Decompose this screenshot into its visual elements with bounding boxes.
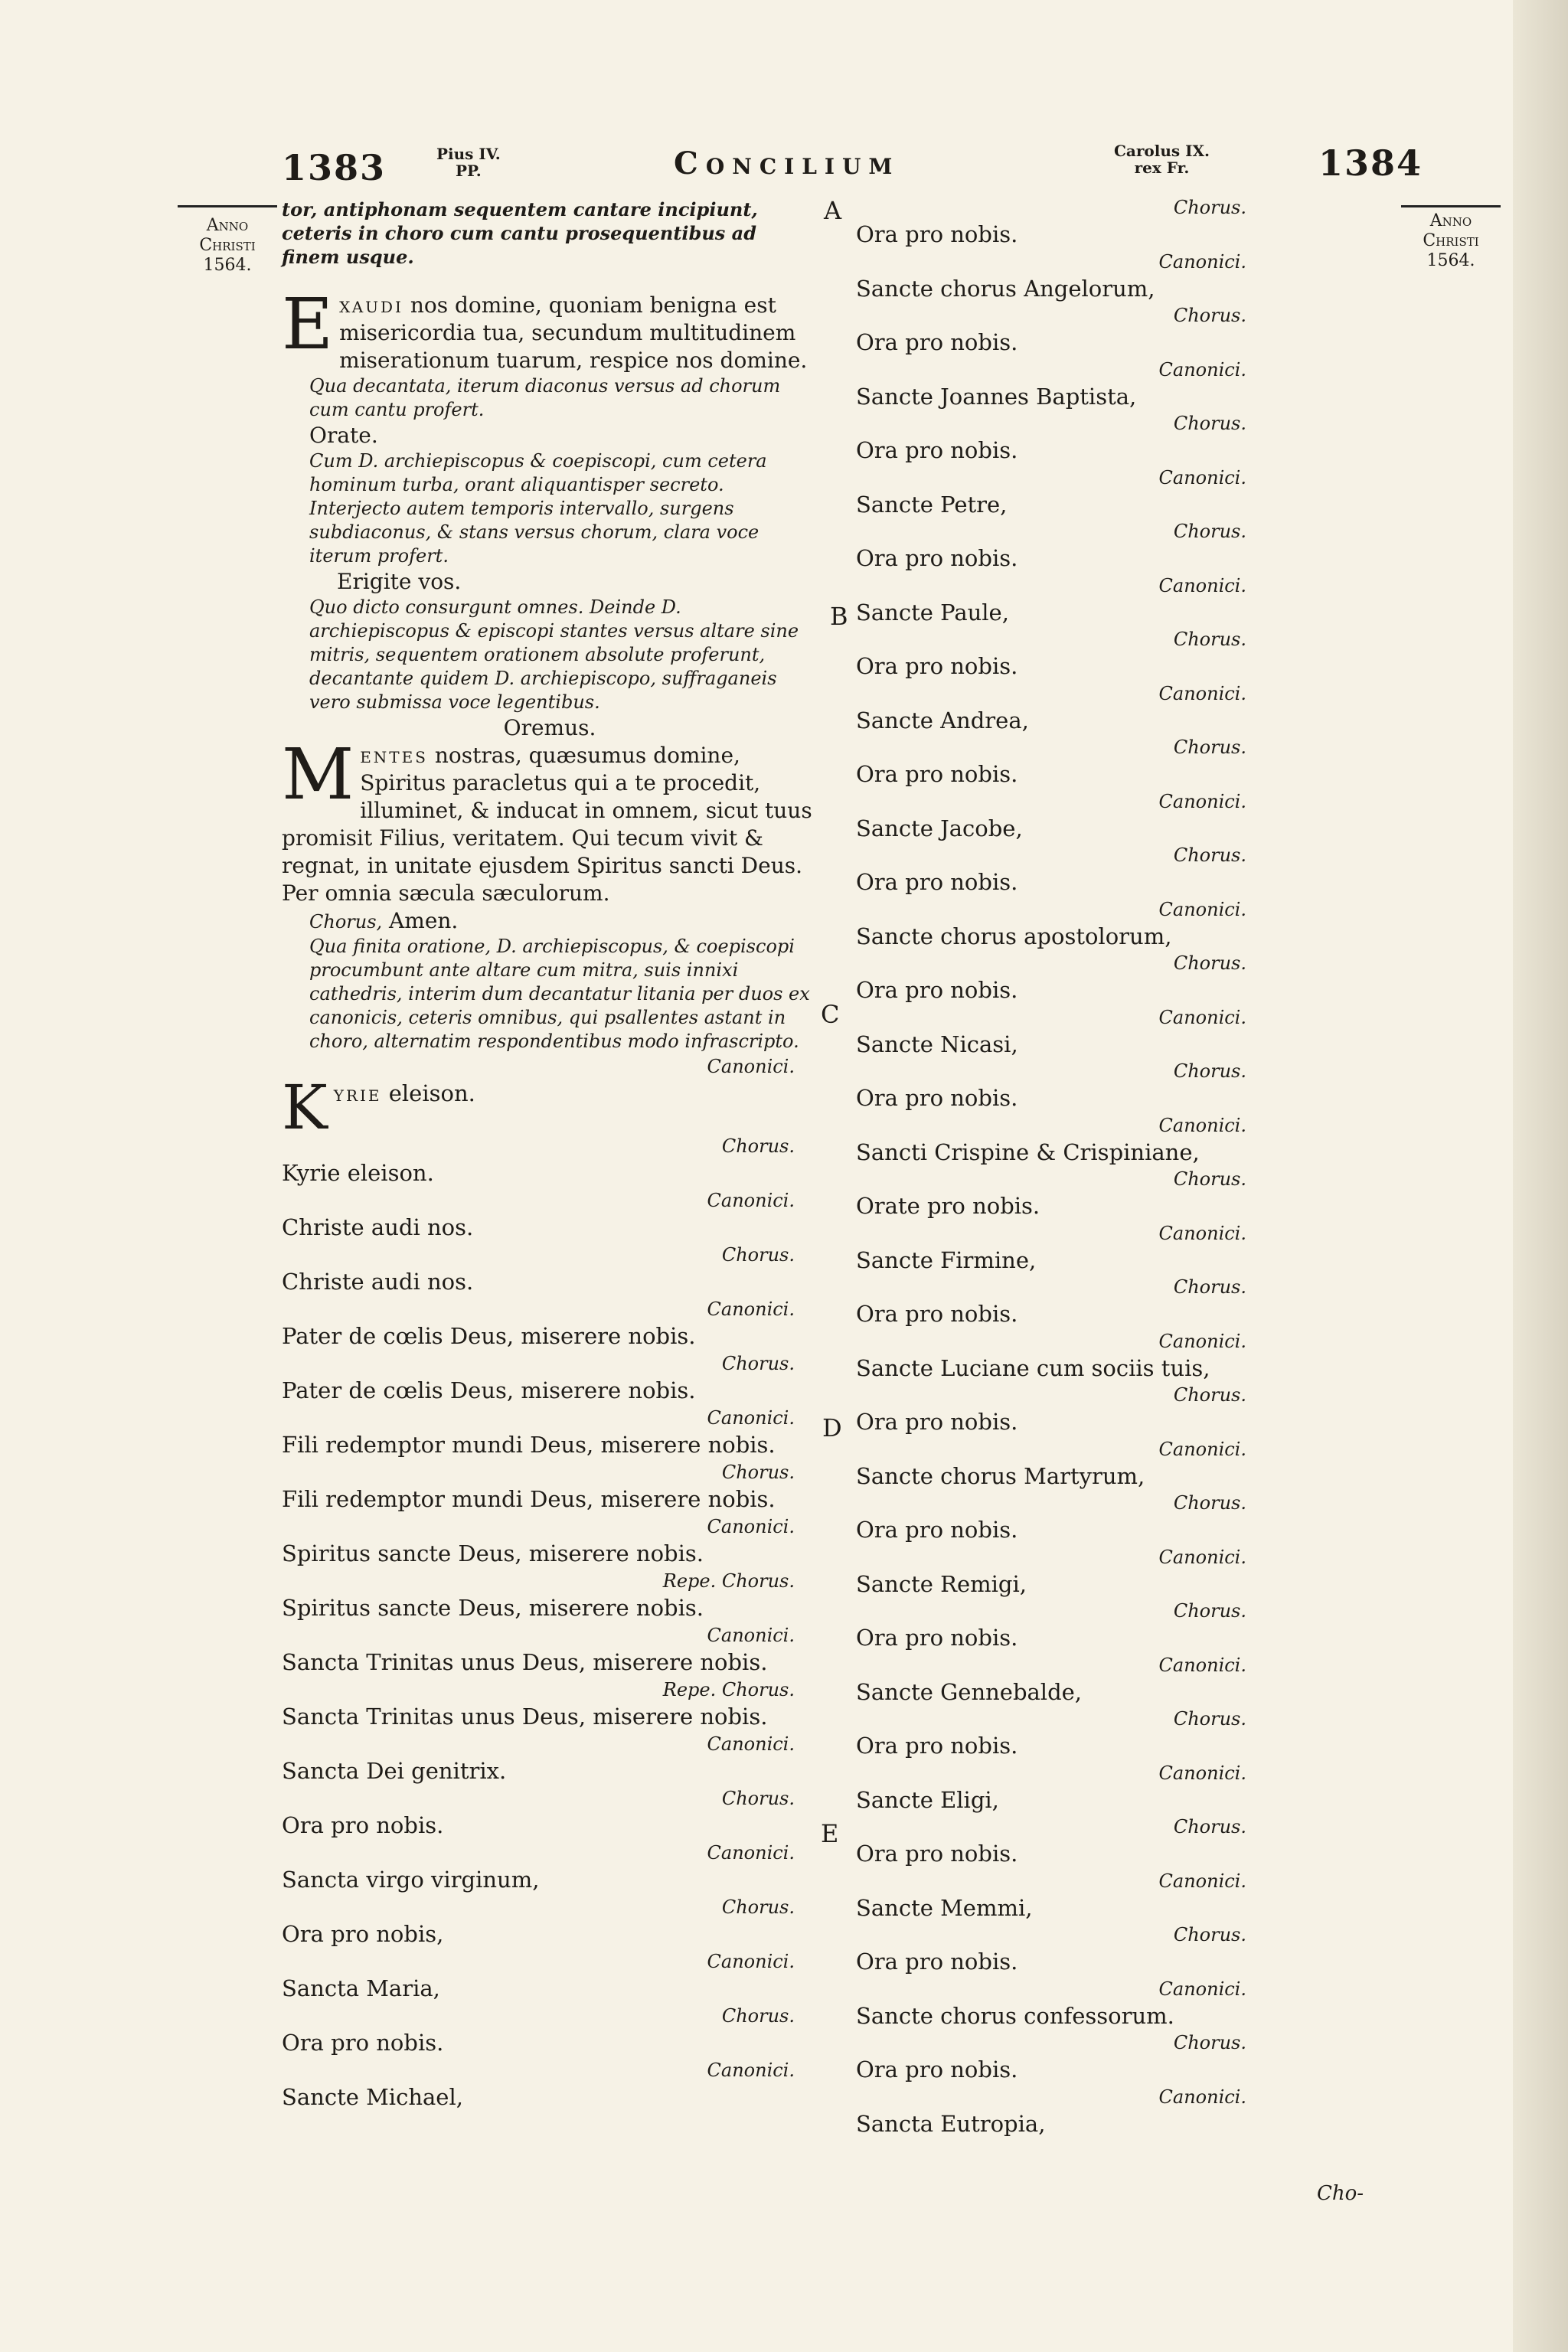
rubric-2: Qua decantata, iterum diaconus versus ad chorum cum cantu profert. <box>309 375 781 420</box>
litany-line: Ora pro nobis. <box>856 2056 1018 2082</box>
king-heading <box>1114 142 1210 176</box>
litany-line: Ora pro nobis. <box>856 1841 1018 1867</box>
respondent-label: Canonici. <box>1158 250 1246 273</box>
litany-line: Spiritus sancte Deus, miserere nobis. <box>282 1540 704 1566</box>
respondent-label: Canonici. <box>1158 1870 1246 1892</box>
mentes-prayer <box>282 733 818 907</box>
respondent-label: Canonici. <box>707 1733 795 1755</box>
respondent-label: Chorus. <box>1173 197 1246 218</box>
margin-rule-right <box>1401 205 1501 207</box>
litany-line: Spiritus sancte Deus, miserere nobis. <box>282 1595 704 1621</box>
respondent-label: Chorus. <box>1173 844 1246 866</box>
litany-line: Sancte Nicasi, <box>856 1031 1018 1057</box>
respondent-label: Canonici. <box>1158 790 1246 812</box>
litany-line: Sancta virgo virginum, <box>282 1867 540 1893</box>
chorus-label: Chorus, <box>309 911 383 933</box>
litany-line: Ora pro nobis. <box>856 653 1018 679</box>
respondent-label: Chorus. <box>721 1462 795 1483</box>
litany-line: Pater de cœlis Deus, miserere nobis. <box>282 1323 696 1349</box>
litany-line: Ora pro nobis. <box>856 761 1018 787</box>
litany-line: Ora pro nobis. <box>856 1949 1018 1975</box>
exaudi-prayer <box>282 283 818 374</box>
litany-line: Sancti Crispine & Crispiniane, <box>856 1138 1200 1165</box>
litany-line: Fili redemptor mundi Deus, miserere nobis. <box>282 1432 776 1458</box>
litany-line: Sancte Memmi, <box>856 1894 1033 1921</box>
litany-line: Sancte Paule, <box>856 599 1009 626</box>
margin-note-right <box>1401 211 1501 271</box>
smallcaps-word: yrie <box>333 1080 382 1106</box>
respondent-label: Canonici. <box>707 1298 795 1320</box>
respondent-label: Chorus. <box>1173 952 1246 974</box>
margin-line: Anno <box>1429 211 1472 230</box>
respondent-label: Chorus. <box>1173 1276 1246 1298</box>
litany-line: Ora pro nobis, <box>282 1921 444 1947</box>
litany-line: Sancte Joannes Baptista, <box>856 383 1137 410</box>
litany-line: Sancta Trinitas unus Deus, miserere nobis. <box>282 1704 768 1730</box>
respondent-label: Canonici. <box>1158 2086 1246 2108</box>
smallcaps-word: entes <box>360 743 428 768</box>
litany-line: Sancte chorus Angelorum, <box>856 275 1155 302</box>
left-column <box>282 198 818 2112</box>
respondent-label: Chorus. <box>1173 1384 1246 1406</box>
litany-line: Kyrie eleison. <box>282 1160 434 1186</box>
respondent-label: Chorus. <box>721 1896 795 1918</box>
litany-line: Christe audi nos. <box>282 1214 474 1240</box>
respondent-label: Canonici. <box>707 1516 795 1537</box>
litany-line: Sancta Dei genitrix. <box>282 1758 507 1784</box>
litany-line: Sancte Petre, <box>856 491 1008 518</box>
section-marker-a: A <box>824 196 842 225</box>
respondent-label: Chorus. <box>1173 305 1246 326</box>
litany-line: Ora pro nobis. <box>856 1625 1018 1651</box>
litany-line: Sancte Michael, <box>282 2084 463 2110</box>
right-column <box>856 194 1269 2138</box>
respondent-label: Chorus. <box>1173 1816 1246 1838</box>
litany-line: Sancta Maria, <box>282 1975 440 2001</box>
respondent-label: Repe. Chorus. <box>662 1679 795 1700</box>
respondent-label: Canonici. <box>707 1625 795 1646</box>
running-title: Concilium <box>674 145 900 181</box>
section-marker-c: C <box>821 1000 840 1029</box>
opening-rubric: tor, antiphonam sequentem cantare incipiunt, ceteris in choro cum cantu prosequentibus ad finem usque. <box>282 198 758 268</box>
respondent-label: Chorus. <box>1173 737 1246 758</box>
respondent-label: Repe. Chorus. <box>662 1570 795 1592</box>
margin-rule-left <box>178 205 277 207</box>
amen-line <box>282 907 818 935</box>
margin-line: Christi <box>199 236 256 255</box>
litany-line: Ora pro nobis. <box>856 221 1018 247</box>
litany-line: Ora pro nobis. <box>856 1733 1018 1759</box>
litany-line: Ora pro nobis. <box>856 329 1018 355</box>
respondent-label: Chorus. <box>721 1788 795 1809</box>
litany-line: Sancte chorus apostolorum, <box>856 923 1172 949</box>
respondent-label: Canonici. <box>1158 1654 1246 1676</box>
section-marker-b: B <box>830 602 848 631</box>
respondent-label: Chorus. <box>1173 1168 1246 1190</box>
rubric-3: Cum D. archiepiscopus & coepiscopi, cum cetera hominum turba, orant aliquantisper secreto. Interjecto autem temporis intervallo, surgens subdiaconus, & stans versus chorum, clara voce iterum profert. <box>309 450 767 567</box>
respondent-label: Canonici. <box>1158 898 1246 920</box>
prayer-text: nos domine, quoniam benigna est misericordia tua, secundum multitudinem miserationum tuarum, respice nos domine. <box>339 292 808 373</box>
section-marker-e: E <box>821 1819 839 1848</box>
litany-line: Sancte chorus confessorum. <box>856 2002 1174 2029</box>
rubric-5: Qua finita oratione, D. archiepiscopus, & coepiscopi procumbunt ante altare cum mitra, suis innixi cathedris, interim dum decantatur litania per duos ex canonicis, ceteris omnibus, qui psallentes astant in choro, alternatim respondentibus modo infrascripto. <box>309 936 810 1052</box>
king-line: rex Fr. <box>1134 158 1190 177</box>
page-number-left: 1383 <box>282 147 387 188</box>
respondent-label: Chorus. <box>1173 1492 1246 1514</box>
respondent-label: Canonici. <box>1158 574 1246 596</box>
drop-cap: E <box>282 283 334 365</box>
margin-line: 1564. <box>203 256 252 275</box>
prayer-text: nostras, quæsumus domine, Spiritus paracletus qui a te procedit, illuminet, & inducat in omnem, sicut tuus promisit Filius, veritatem. Qui tecum vivit & regnat, in unitate ejusdem Spiritus sancti Deus. Per omnia sæcula sæculorum. <box>282 743 812 906</box>
margin-note-left <box>178 216 277 276</box>
litany-line: Ora pro nobis. <box>856 869 1018 895</box>
pope-heading <box>436 145 501 179</box>
litany-line: Ora pro nobis. <box>856 545 1018 571</box>
respondent-label: Canonici. <box>1158 358 1246 381</box>
catchword: Cho- <box>1317 2182 1364 2205</box>
respondent-label: Canonici. <box>1158 1114 1246 1136</box>
margin-line: 1564. <box>1426 251 1475 270</box>
litany-line: Sancte Remigi, <box>856 1570 1027 1597</box>
respondent-label: Chorus. <box>721 1244 795 1266</box>
litany-right <box>856 194 1269 2138</box>
respondent-label: Canonici. <box>707 1951 795 1972</box>
respondent-label: Chorus. <box>1173 1060 1246 1082</box>
respondent-label: Chorus. <box>1173 413 1246 434</box>
litany-line: Orate pro nobis. <box>856 1193 1040 1219</box>
litany-line: Ora pro nobis. <box>856 977 1018 1003</box>
respondent-label: Canonici. <box>1158 1762 1246 1784</box>
oremus-line: Oremus. <box>503 715 596 740</box>
margin-line: Christi <box>1423 231 1479 250</box>
litany-line: Ora pro nobis. <box>856 1409 1018 1435</box>
respondent-label: Canonici. <box>707 2060 795 2081</box>
respondent-label: Canonici. <box>1158 466 1246 488</box>
litany-line: Ora pro nobis. <box>282 2030 444 2056</box>
respondent-label: Canonici. <box>1158 1546 1246 1568</box>
litany-line: Sancte Jacobe, <box>856 815 1023 841</box>
page-number-right: 1384 <box>1318 142 1423 184</box>
litany-line: Sancte Gennebalde, <box>856 1678 1083 1705</box>
respondent-label: Canonici. <box>1158 682 1246 704</box>
litany-line: Ora pro nobis. <box>856 1085 1018 1111</box>
respondent-label: Chorus. <box>1173 1708 1246 1730</box>
litany-left <box>282 1054 818 2112</box>
litany-line: Ora pro nobis. <box>856 1301 1018 1327</box>
respondent-label: Chorus. <box>1173 1924 1246 1945</box>
respondent-label: Canonici. <box>1158 1222 1246 1244</box>
litany-line: Fili redemptor mundi Deus, miserere nobis. <box>282 1486 776 1512</box>
amen-text: Amen. <box>382 908 459 933</box>
litany-line: Ora pro nobis. <box>856 437 1018 463</box>
respondent-label: Canonici. <box>1158 1978 1246 2000</box>
litany-line: Sancte Andrea, <box>856 707 1029 733</box>
respondent-label: Chorus. <box>1173 521 1246 542</box>
litany-line: Christe audi nos. <box>282 1269 474 1295</box>
respondent-label: Chorus. <box>1173 1600 1246 1622</box>
litany-line: Pater de cœlis Deus, miserere nobis. <box>282 1377 696 1403</box>
drop-cap: M <box>282 733 354 815</box>
king-line: Carolus IX. <box>1114 142 1210 160</box>
respondent-label: Chorus. <box>1173 629 1246 650</box>
next-page-edge <box>1513 0 1568 2352</box>
respondent-label: Canonici. <box>707 1056 795 1077</box>
kyrie-text: eleison. <box>381 1080 475 1106</box>
pope-line: PP. <box>456 162 482 180</box>
respondent-label: Canonici. <box>1158 1006 1246 1028</box>
litany-line: Ora pro nobis. <box>856 1517 1018 1543</box>
respondent-label: Chorus. <box>721 1135 795 1157</box>
kyrie-first-line <box>282 1072 818 1143</box>
erigite-line: Erigite vos. <box>337 569 462 594</box>
respondent-label: Canonici. <box>707 1842 795 1864</box>
pope-line: Pius IV. <box>436 145 501 163</box>
respondent-label: Chorus. <box>1173 2032 1246 2053</box>
litany-line: Sancta Eutropia, <box>856 2110 1046 2137</box>
respondent-label: Canonici. <box>1158 1438 1246 1460</box>
respondent-label: Canonici. <box>707 1407 795 1429</box>
litany-line: Sancte Firmine, <box>856 1246 1037 1273</box>
respondent-label: Canonici. <box>707 1190 795 1211</box>
litany-line: Sancte Eligi, <box>856 1786 999 1813</box>
respondent-label: Chorus. <box>721 1353 795 1374</box>
drop-cap: K <box>282 1072 328 1143</box>
respondent-label: Chorus. <box>721 2005 795 2027</box>
litany-line: Ora pro nobis. <box>282 1812 444 1838</box>
smallcaps-word: xaudi <box>339 292 403 318</box>
margin-line: Anno <box>206 216 249 235</box>
litany-line: Sancte chorus Martyrum, <box>856 1462 1145 1489</box>
orate-line: Orate. <box>309 423 378 448</box>
rubric-4: Quo dicto consurgunt omnes. Deinde D. archiepiscopus & episcopi stantes versus altare sine mitris, sequentem orationem absolute proferunt, decantante quidem D. archiepiscopo, suffraganeis vero submissa voce legentibus. <box>309 596 799 713</box>
section-marker-d: D <box>822 1413 842 1442</box>
litany-line: Sancta Trinitas unus Deus, miserere nobis. <box>282 1649 768 1675</box>
litany-line: Sancte Luciane cum sociis tuis, <box>856 1354 1210 1381</box>
respondent-label: Canonici. <box>1158 1330 1246 1352</box>
